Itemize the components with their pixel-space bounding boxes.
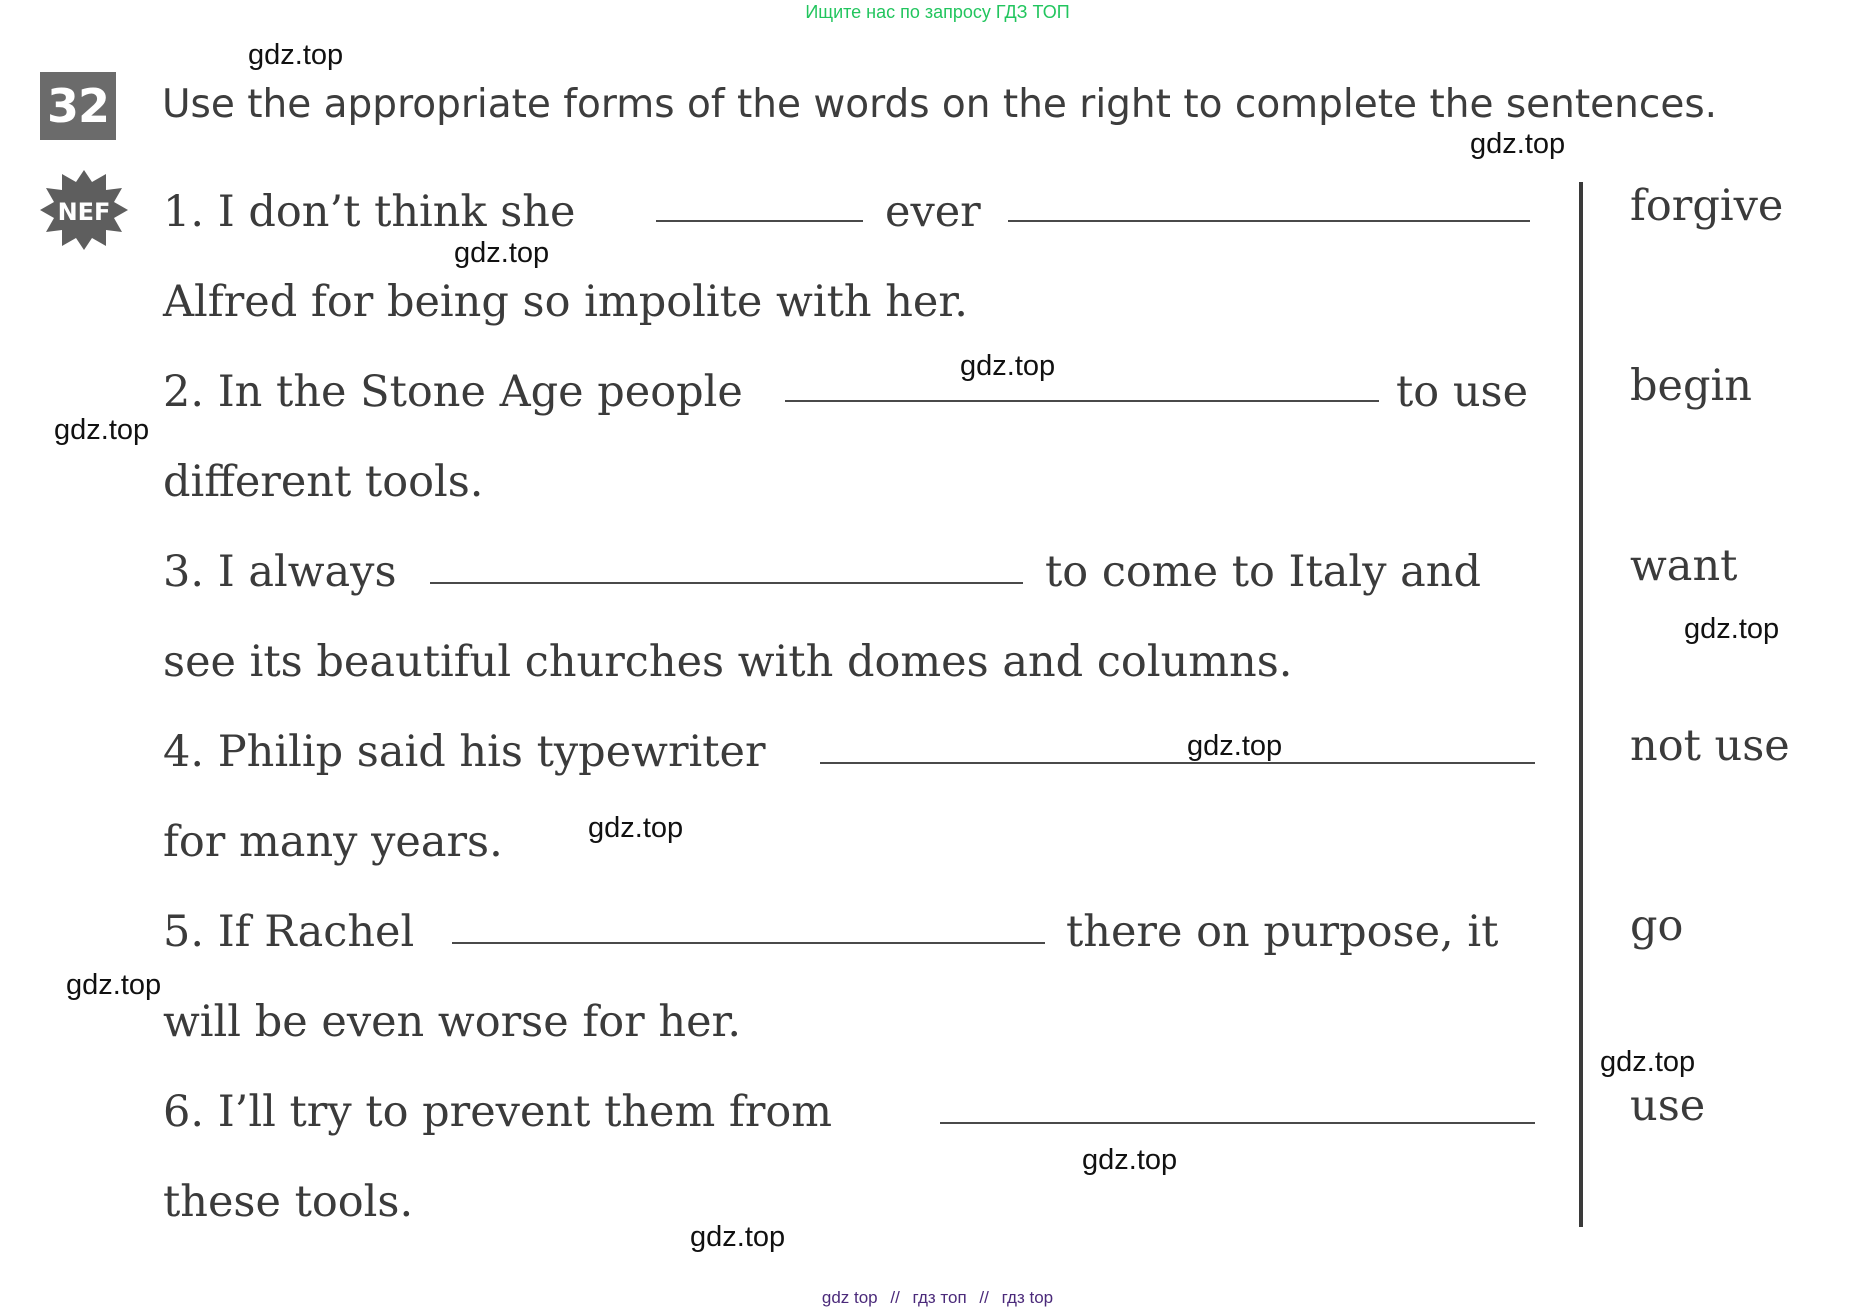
word-6: use <box>1630 1081 1706 1131</box>
top-banner[interactable]: Ищите нас по запросу ГДЗ ТОП <box>805 2 1070 22</box>
sentence-3-blank[interactable] <box>430 582 1023 584</box>
exercise-number-badge: 32 <box>40 72 116 140</box>
watermark: gdz.top <box>1082 1144 1178 1176</box>
sentence-2-part-2: to use <box>1396 367 1529 417</box>
sentence-4-part-2: for many years. <box>163 817 503 867</box>
watermark: gdz.top <box>690 1221 786 1253</box>
watermark: gdz.top <box>960 350 1056 382</box>
sentence-2-part-3: different tools. <box>163 457 484 507</box>
bottom-link-3[interactable]: гдз top <box>1001 1288 1054 1307</box>
watermark: gdz.top <box>1684 613 1780 645</box>
instruction-text: Use the appropriate forms of the words on the right to complete the sentences. <box>162 82 1718 127</box>
bottom-banner <box>0 1288 1875 1308</box>
watermark: gdz.top <box>588 812 684 844</box>
column-divider <box>1579 182 1583 1227</box>
watermark: gdz.top <box>1187 730 1283 762</box>
word-2: begin <box>1630 361 1752 411</box>
sentence-4-part-1: 4. Philip said his typewriter <box>163 727 766 777</box>
watermark: gdz.top <box>248 39 344 71</box>
nef-starburst-icon <box>40 168 128 252</box>
word-1: forgive <box>1630 181 1784 231</box>
sentence-3-part-1: 3. I always <box>163 547 397 597</box>
word-5: go <box>1630 901 1684 951</box>
sentence-6-part-2: these tools. <box>163 1177 414 1227</box>
sentence-4-blank[interactable] <box>820 762 1535 764</box>
sentence-1-part-3: Alfred for being so impolite with her. <box>163 277 968 327</box>
sentence-1-blank-2[interactable] <box>1008 220 1530 222</box>
watermark: gdz.top <box>66 969 162 1001</box>
sentence-1-part-1: 1. I don’t think she <box>163 187 576 237</box>
sentence-5-part-1: 5. If Rachel <box>163 907 415 957</box>
sentence-1-blank-1[interactable] <box>656 220 863 222</box>
word-3: want <box>1630 541 1738 591</box>
bottom-link-1[interactable]: gdz top <box>821 1288 878 1307</box>
bottom-link-2[interactable]: гдз топ <box>912 1288 967 1307</box>
word-4: not use <box>1630 721 1790 771</box>
watermark: gdz.top <box>1600 1046 1696 1078</box>
bottom-separator: // <box>979 1288 989 1307</box>
bottom-separator: // <box>890 1288 900 1307</box>
sentence-2-part-1: 2. In the Stone Age people <box>163 367 743 417</box>
sentence-5-part-2: there on purpose, it <box>1066 907 1499 957</box>
watermark: gdz.top <box>454 237 550 269</box>
watermark: gdz.top <box>54 414 150 446</box>
sentence-5-part-3: will be even worse for her. <box>163 997 742 1047</box>
sentence-5-blank[interactable] <box>452 942 1045 944</box>
sentence-1-part-2: ever <box>885 187 981 237</box>
nef-label: NEF <box>57 198 111 226</box>
sentence-3-part-2: to come to Italy and <box>1045 547 1482 597</box>
sentence-2-blank[interactable] <box>785 400 1379 402</box>
sentence-6-part-1: 6. I’ll try to prevent them from <box>163 1087 833 1137</box>
sentence-3-part-3: see its beautiful churches with domes and columns. <box>163 637 1293 687</box>
watermark: gdz.top <box>1470 128 1566 160</box>
sentence-6-blank[interactable] <box>940 1122 1535 1124</box>
